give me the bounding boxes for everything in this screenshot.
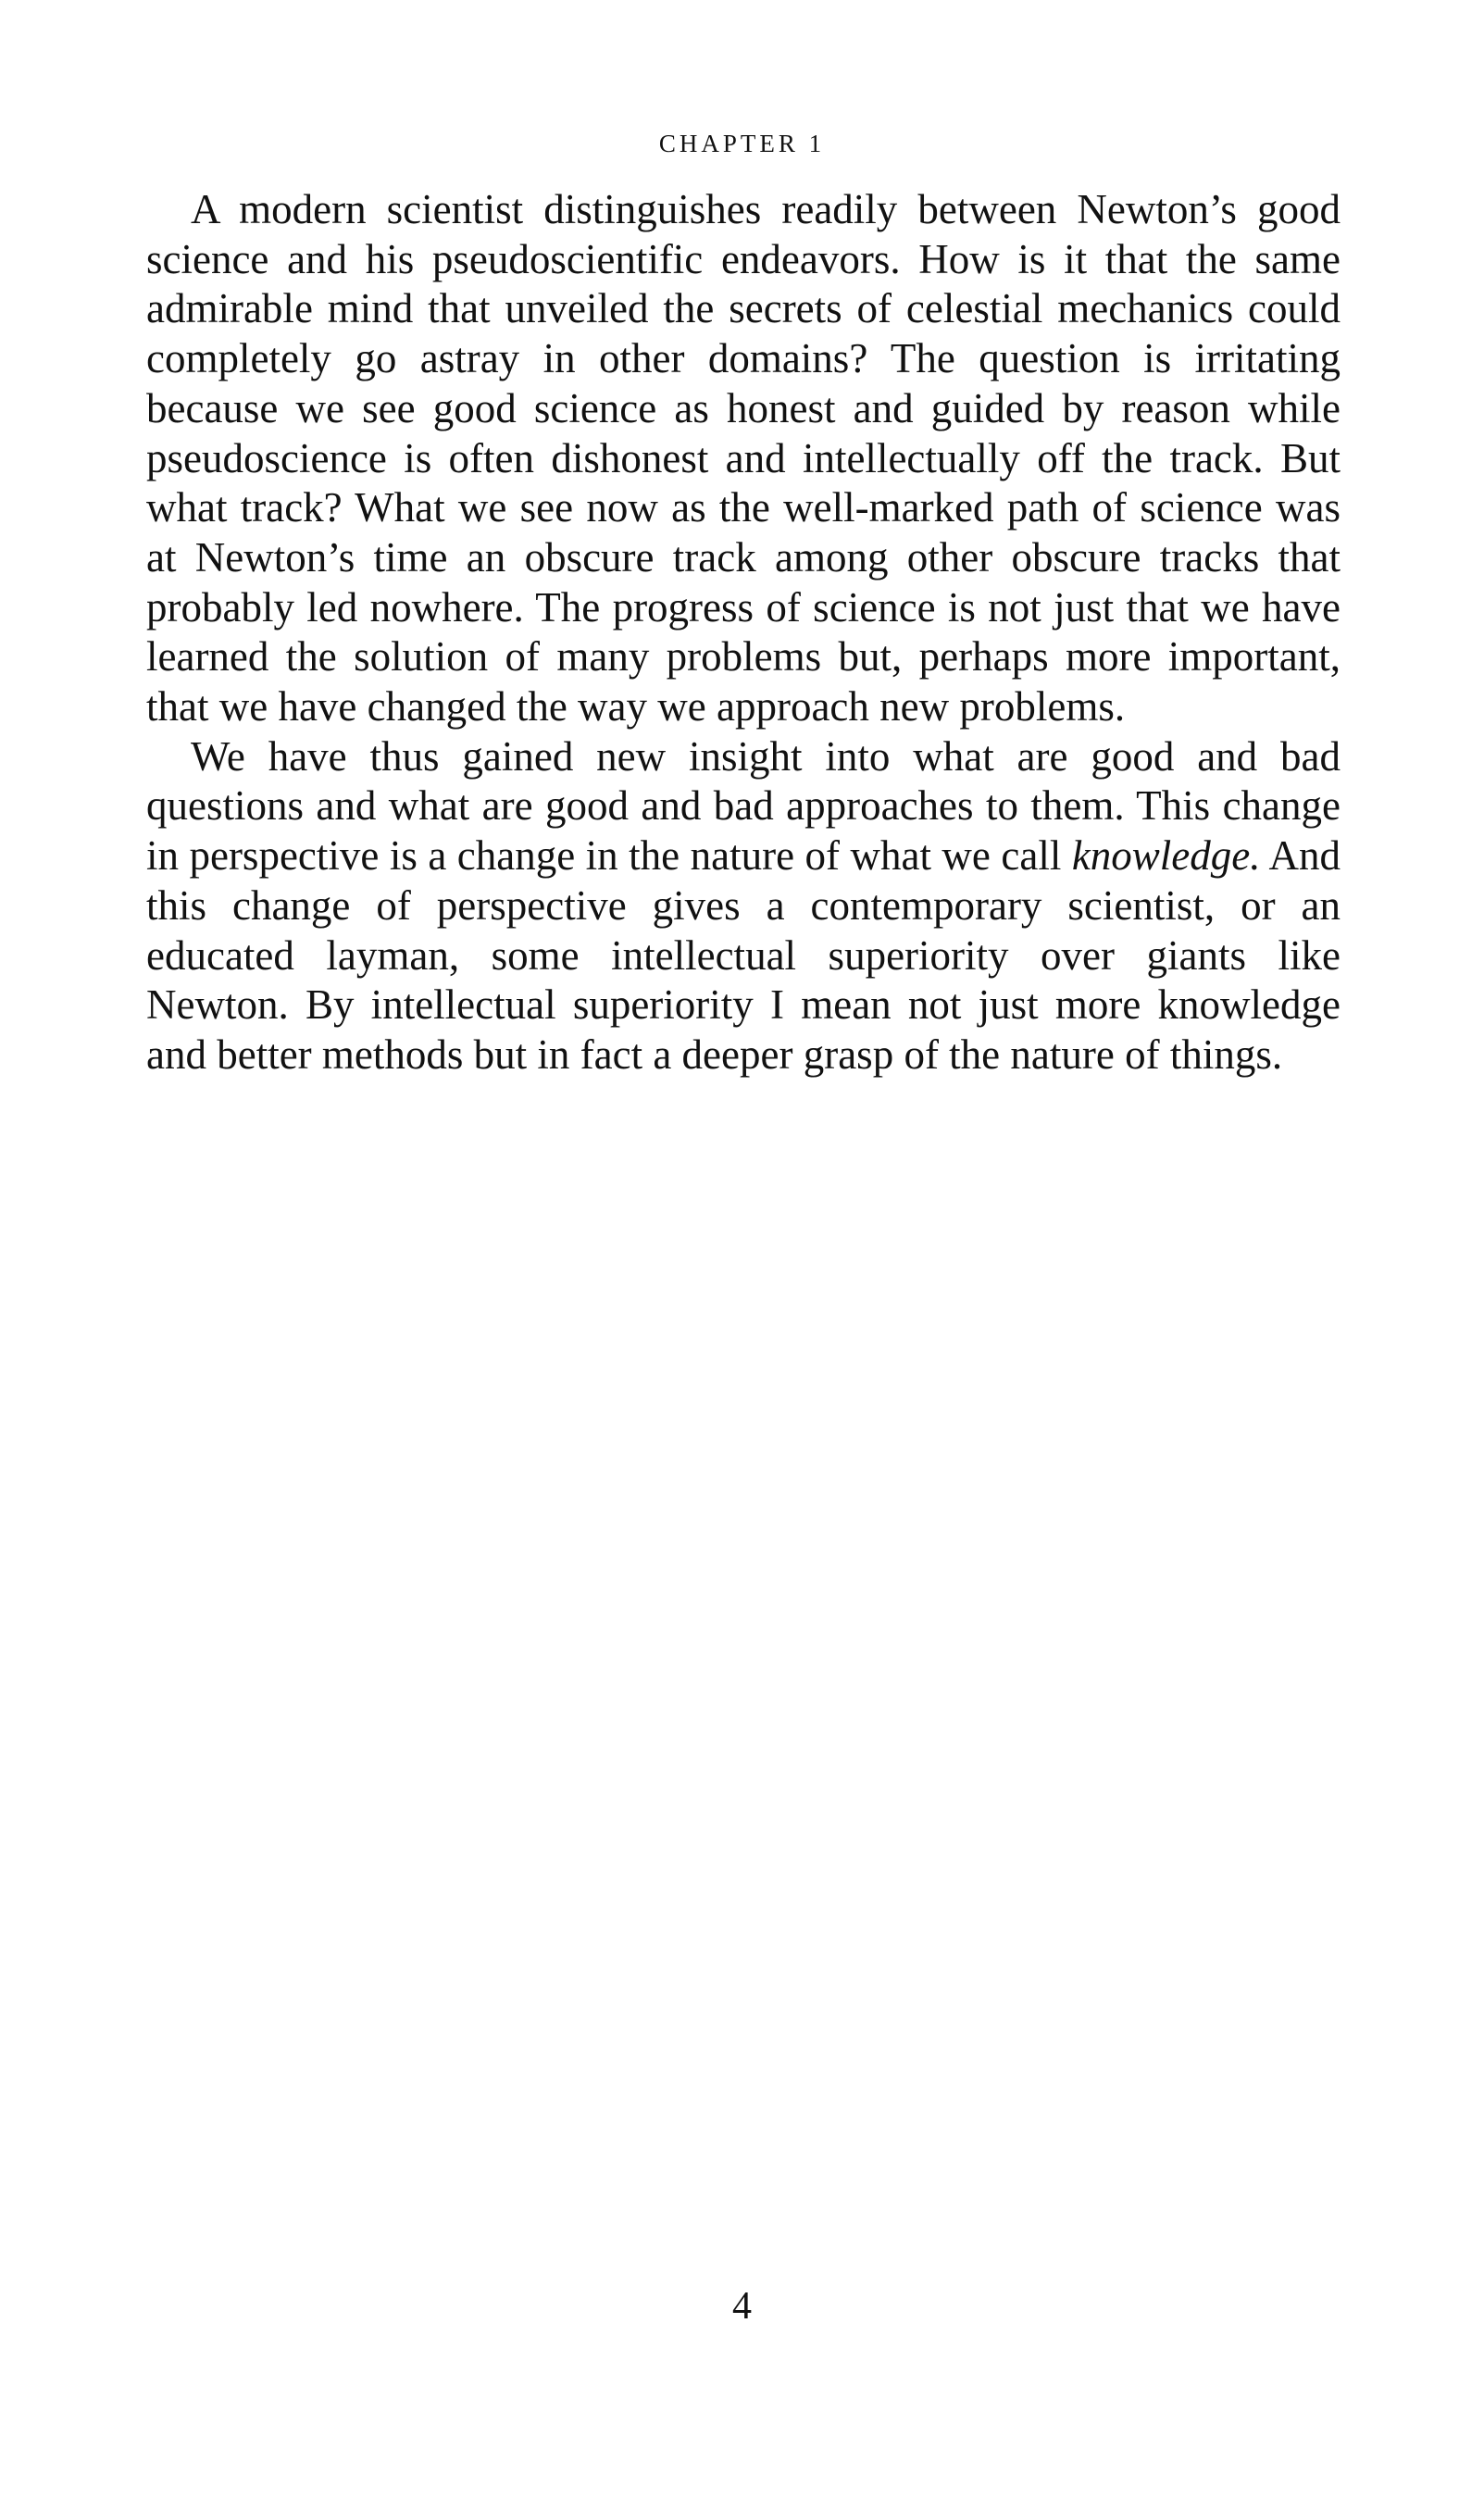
paragraph-2 <box>146 732 1341 1080</box>
emphasis-knowledge: knowledge. <box>1071 832 1261 880</box>
paragraph-2-text-before: We have thus gained new insight into what are good and bad questions and what are good and bad approaches to them. This change in perspective is a change in the nature of what we call <box>146 732 1341 880</box>
running-head: CHAPTER 1 <box>658 130 826 157</box>
page-number: 4 <box>732 2285 752 2328</box>
body-text <box>146 185 1341 1080</box>
paragraph-1: A modern scientist distinguishes readily between Newton’s good science and his pseudoscientific endeavors. How is it that the same admirable mind that unveiled the secrets of celestial mechanics could completely go astray in other domains? The question is irritating because we see good science as honest and guided by reason while pseudoscience is often dishonest and intellectually off the track. But what track? What we see now as the well-marked path of science was at Newton’s time an obscure track among other obscure tracks that probably led nowhere. The progress of science is not just that we have learned the solution of many problems but, perhaps more important, that we have changed the way we approach new problems. <box>146 186 1341 731</box>
paragraph-2-text-after: And this change of perspective gives a contemporary scientist, or an educated layman, some intellectual superiority over giants like Newton. By intellectual superiority I mean not just more knowledge and better methods but in fact a deeper grasp of the nature of things. <box>146 832 1341 1078</box>
